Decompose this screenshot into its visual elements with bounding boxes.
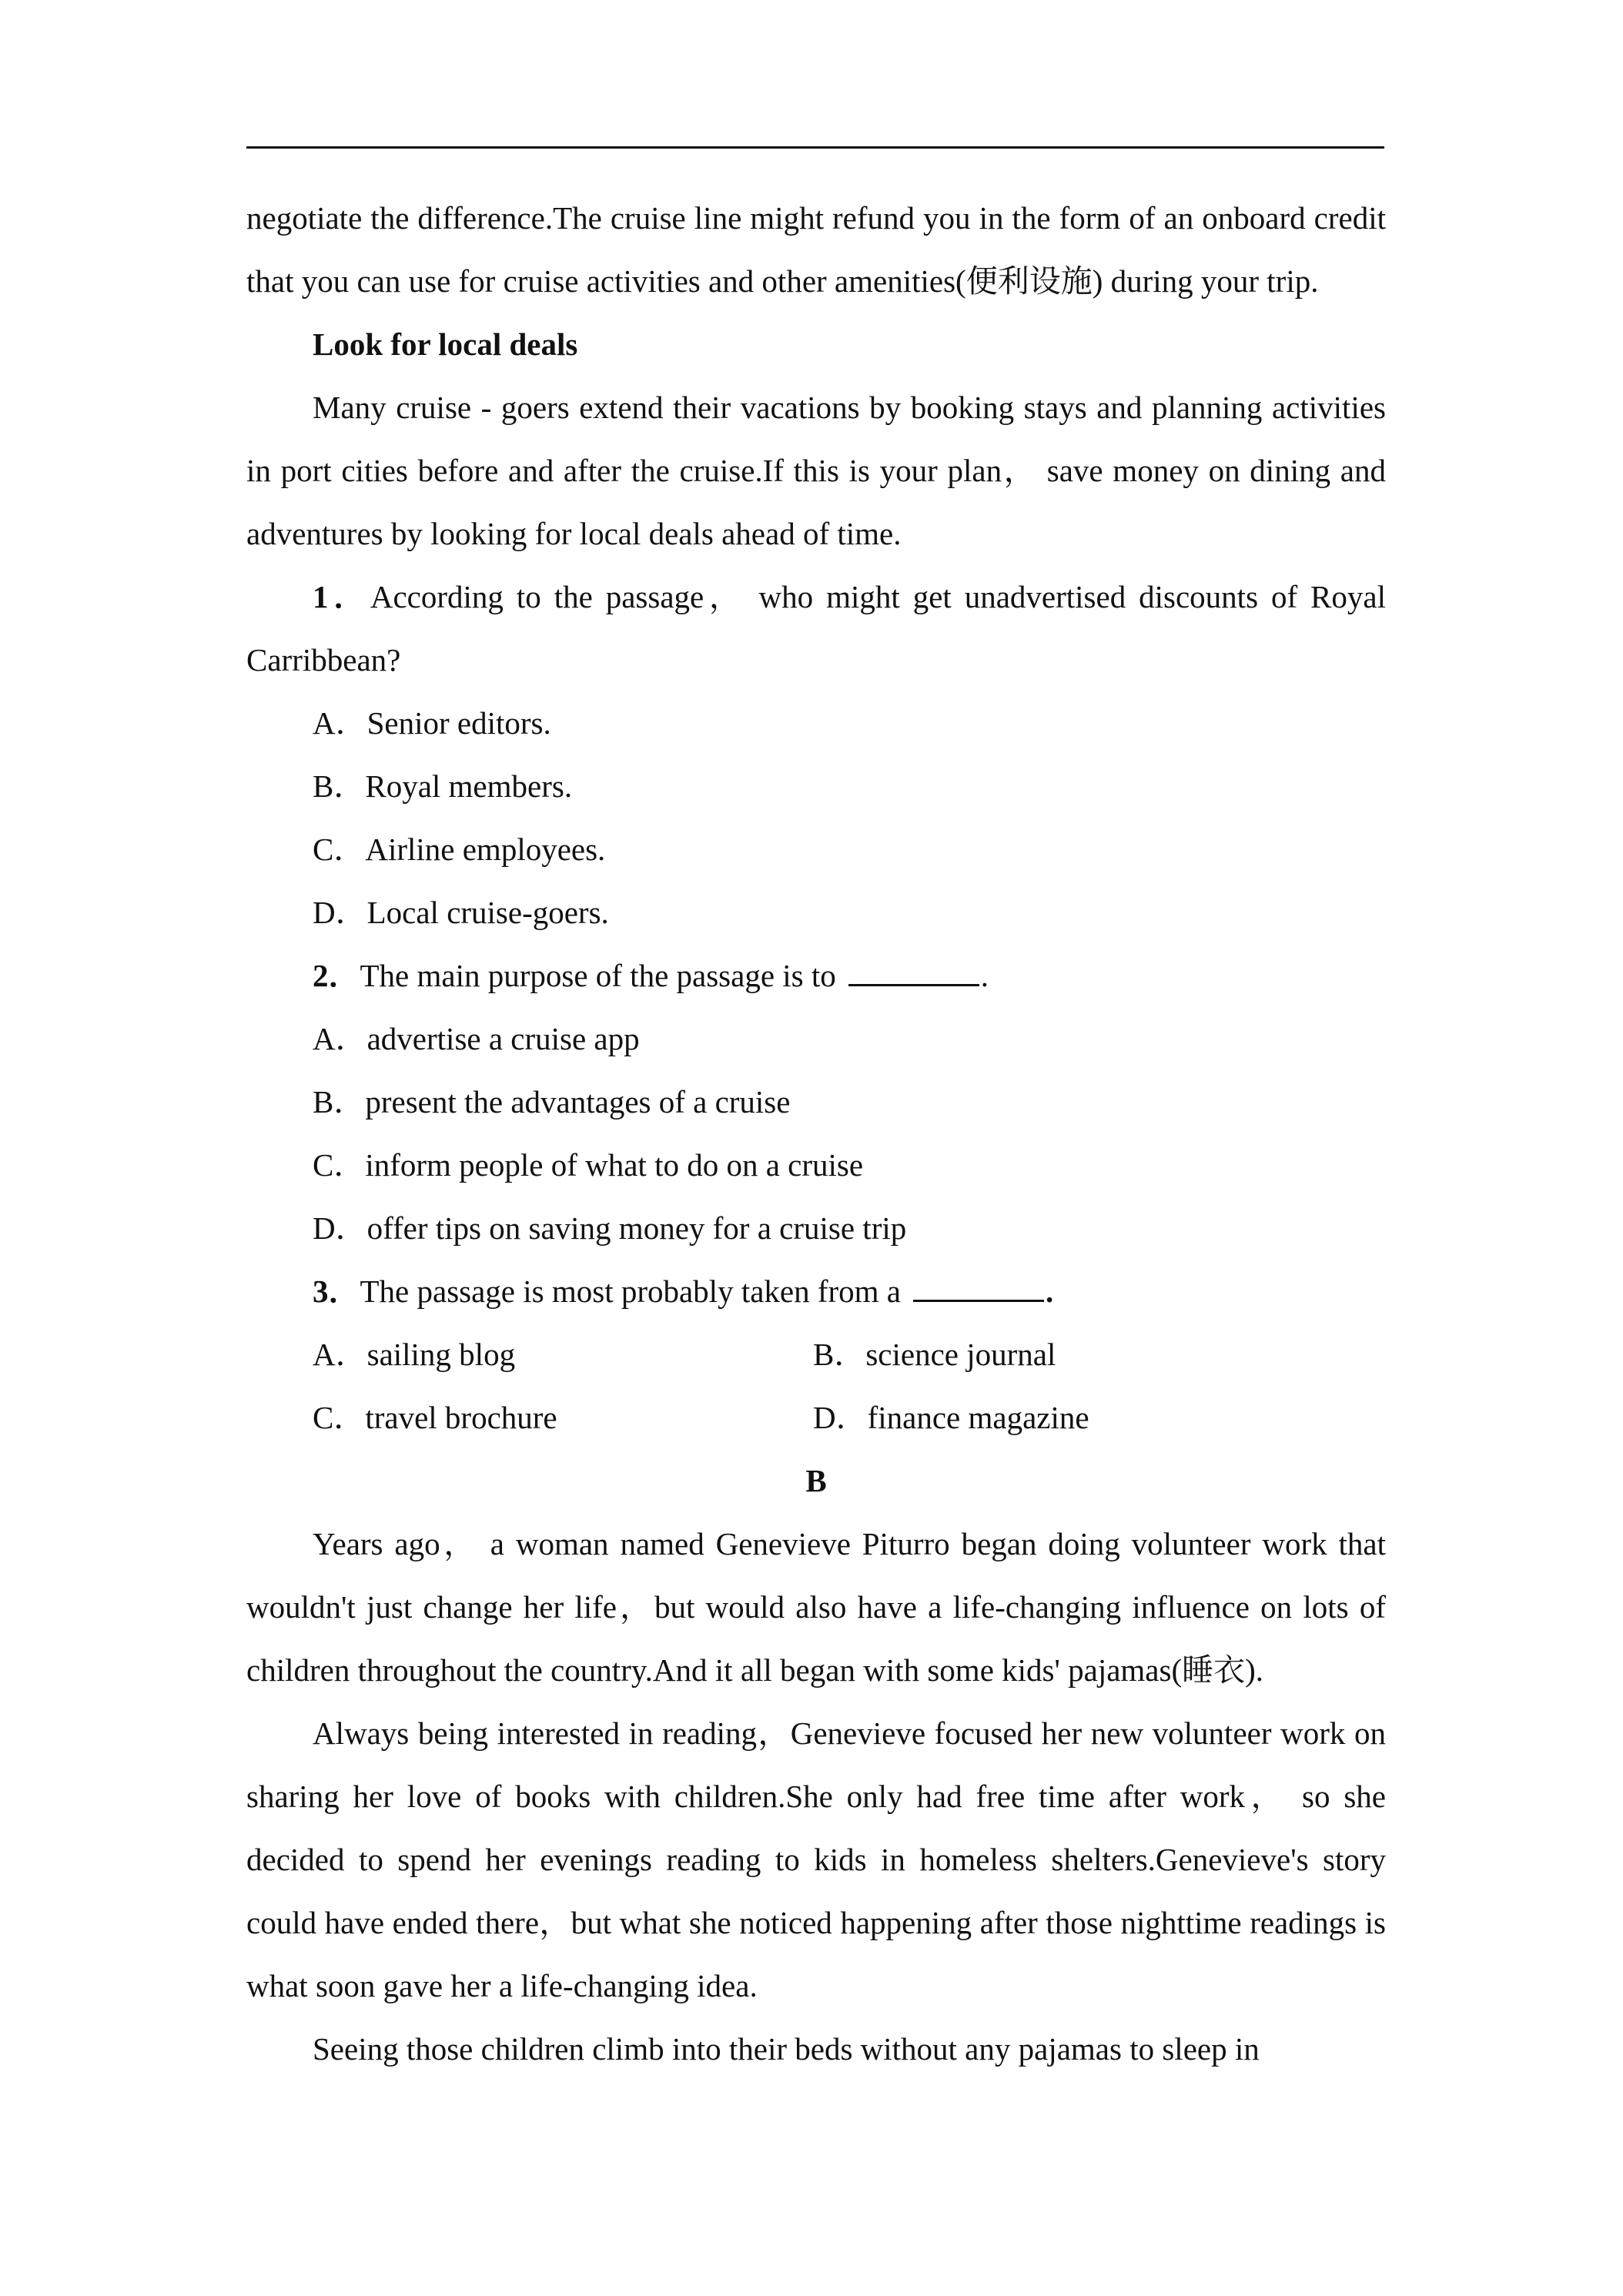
section-b-paragraph-2: Always being interested in reading，Genevieve focused her new volunteer work on sharing her love of books with children.She only had free time after work， so she decided to spend her evenings reading to kids in homeless shelters.Genevieve's story could have ended there，but what she noticed happening after those nighttime readings is what soon gave her a life-changing idea. — [246, 1715, 1386, 2003]
section-b-paragraph-1: Years ago， a woman named Genevieve Piturro began doing volunteer work that wouldn't just change her life，but would also have a life‑changing influence on lots of children throughout the country.And it all began with some kids' pajamas(睡衣). — [246, 1526, 1386, 1688]
question-2-option-a: A．advertise a cruise app — [313, 1021, 640, 1056]
question-1-text: According to the passage， who might get unadvertised discounts of Royal Carribbean? — [246, 579, 1386, 678]
question-2-option-d: D．offer tips on saving money for a cruise trip — [313, 1210, 907, 1246]
paragraph-credit: negotiate the difference.The cruise line might refund you in the form of an onboard credit that you can use for cruise activities and other amenities(便利设施) during your trip. — [246, 200, 1386, 299]
question-2-option-c: C．inform people of what to do on a cruise — [313, 1147, 864, 1183]
question-3-options-row-1 — [246, 1323, 1386, 1386]
question-3-end: . — [1046, 1274, 1054, 1309]
question-1-option-b: B．Royal members. — [313, 768, 573, 804]
question-2-number: 2． — [313, 958, 360, 993]
question-3-option-c: C．travel brochure — [313, 1400, 557, 1435]
question-2-end: . — [980, 958, 989, 993]
question-2 — [246, 944, 1386, 1007]
section-b-paragraph-3: Seeing those children climb into their beds without any pajamas to sleep in — [313, 2031, 1260, 2067]
question-2-option-b: B．present the advantages of a cruise — [313, 1084, 791, 1120]
heading-local-deals: Look for local deals — [313, 326, 578, 362]
question-1-number: 1． — [313, 579, 370, 614]
question-2-text: The main purpose of the passage is to — [360, 958, 836, 993]
question-3-number: 3． — [313, 1274, 360, 1309]
paragraph-local-deals: Many cruise - goers extend their vacations by booking stays and planning activities in port cities before and after the cruise.If this is your plan， save money on dining and adventures by looking for local deals ahead of time. — [246, 390, 1386, 551]
question-1-option-c: C．Airline employees. — [313, 832, 606, 867]
question-1-option-a: A．Senior editors. — [313, 705, 551, 741]
document-body — [246, 186, 1386, 2080]
section-b-label: B — [805, 1463, 827, 1498]
question-3-option-a: A．sailing blog — [313, 1337, 516, 1372]
question-1 — [246, 565, 1386, 691]
question-3 — [246, 1260, 1386, 1323]
answer-blank — [913, 1272, 1044, 1302]
header-rule — [246, 146, 1384, 149]
question-3-option-d: D．finance magazine — [813, 1400, 1089, 1435]
question-3-options-row-2 — [246, 1386, 1386, 1449]
answer-blank — [848, 956, 979, 986]
question-3-text: The passage is most probably taken from a — [360, 1274, 902, 1309]
question-1-option-d: D．Local cruise‑goers. — [313, 895, 609, 930]
question-3-option-b: B．science journal — [813, 1337, 1056, 1372]
